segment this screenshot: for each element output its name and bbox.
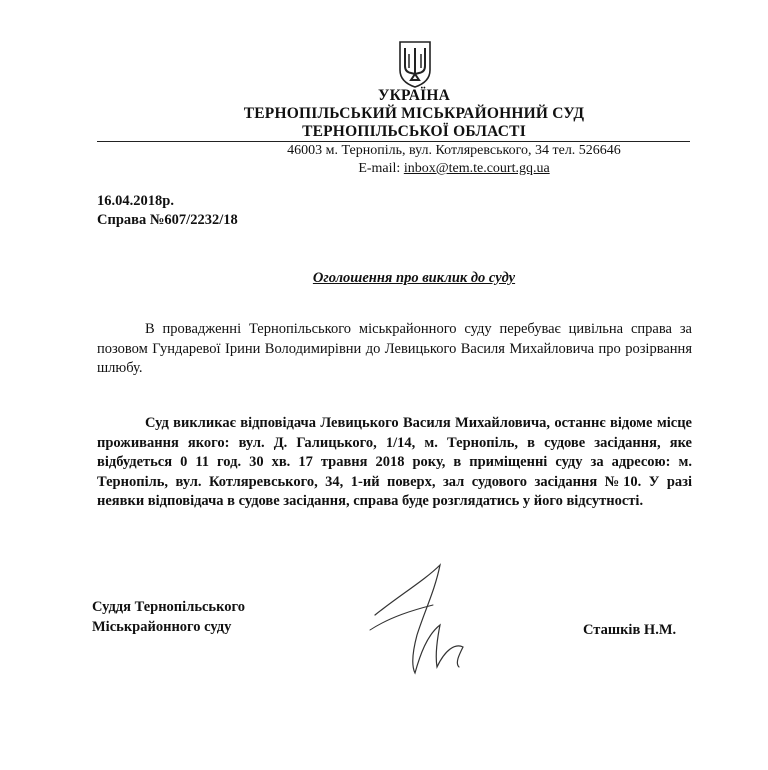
case-number: Справа №607/2232/18 bbox=[97, 212, 238, 228]
judge-name: Сташків Н.М. bbox=[583, 622, 677, 638]
email-link[interactable]: inbox@tem.te.court.gq.ua bbox=[403, 161, 550, 176]
notice-title: Оголошення про виклик до суду bbox=[312, 270, 516, 286]
trident-coat-of-arms-icon bbox=[397, 40, 433, 88]
court-region: ТЕРНОПІЛЬСЬКОЇ ОБЛАСТІ bbox=[302, 123, 526, 140]
court-name: ТЕРНОПІЛЬСЬКИЙ МІСЬКРАЙОННИЙ СУД bbox=[243, 105, 585, 122]
country-title: УКРАЇНА bbox=[378, 87, 450, 104]
document-date: 16.04.2018р. bbox=[97, 193, 174, 209]
judge-title-line-2: Міськрайонного суду bbox=[92, 618, 232, 635]
court-email-line bbox=[70, 161, 768, 177]
handwritten-signature-icon bbox=[355, 555, 515, 680]
court-address: 46003 м. Тернопіль, вул. Котляревського, 34 тел. 526646 bbox=[287, 143, 621, 158]
email-label: E-mail: bbox=[358, 161, 404, 176]
judge-title bbox=[92, 598, 245, 637]
header-divider bbox=[97, 141, 690, 142]
judge-title-line-1: Суддя Тернопільського bbox=[92, 599, 245, 615]
notice-paragraph-1: В провадженні Тернопільського міськрайонного суду перебуває цивільна справа за позовом Гундаревої Ірини Володимирівни до Левицького Василя Михайловича про розірвання шлюбу. bbox=[97, 321, 692, 376]
notice-paragraph-2: Суд викликає відповідача Левицького Василя Михайловича, останнє відоме місце проживання якого: вул. Д. Галицького, 1/14, м. Тернопіль, в судове засідання, яке відбудеться 0 11 год. 30 хв. 17 травня 2018 року, в приміщенні суду за адресою: м. Тернопіль, вул. Котляревського, 34, 1-ий поверх, зал судового засідання №10. У разі неявки відповідача в судове засідання, справа буде розглядатись у його відсутності. bbox=[97, 415, 692, 509]
